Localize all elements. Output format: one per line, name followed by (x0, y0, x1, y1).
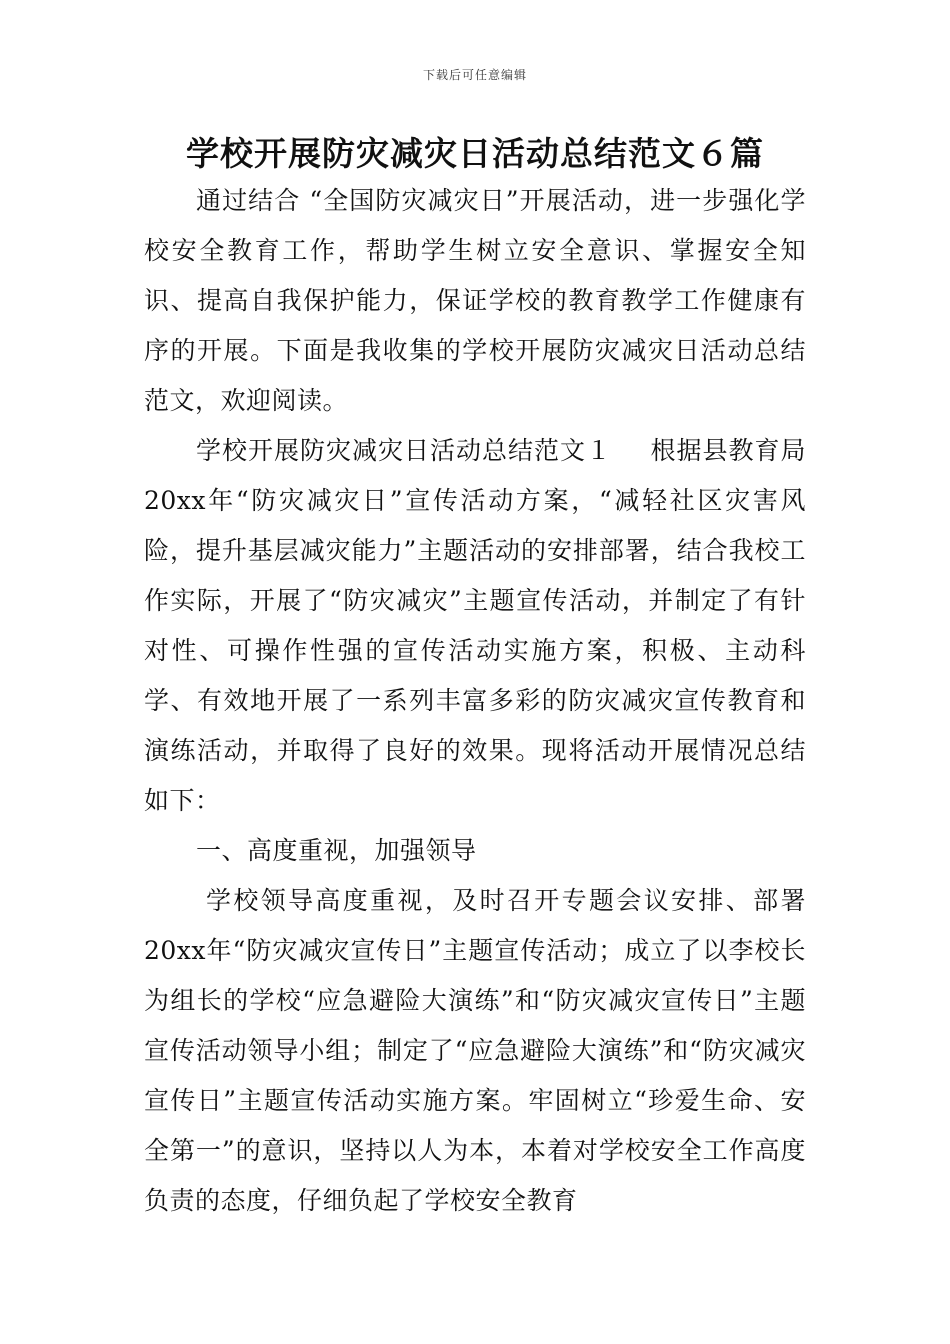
sample1-heading: 学校开展防灾减灾日活动总结范文１ (196, 436, 612, 465)
section1-heading: 一、高度重视，加强领导 (196, 836, 477, 865)
download-note: 下载后可任意编辑 (422, 68, 527, 82)
intro-paragraph: 通过结合 “全国防灾减灾日”开展活动，进一步强化学校安全教育工作，帮助学生树立安全意识、掌握安全知识、提高自我保护能力，保证学校的教育教学工作健康有序的开展。下面是我收集的学校开展防灾减灾日活动总结范文，欢迎阅读。 (144, 186, 806, 415)
section1-paragraph: 学校领导高度重视，及时召开专题会议安排、部署20xx年“防灾减灾宣传日”主题宣传活动；成立了以李校长为组长的学校“应急避险大演练”和“防灾减灾宣传日”主题宣传活动领导小组；制定了“应急避险大演练”和“防灾减灾宣传日”主题宣传活动实施方案。牢固树立“珍爱生命、安全第一”的意识，坚持以人为本，本着对学校安全工作高度负责的态度，仔细负起了学校安全教育 (144, 886, 806, 1215)
document-body (144, 176, 806, 1226)
sample1-paragraph (144, 426, 806, 826)
sample1-text: 根据县教育局20xx年“防灾减灾日”宣传活动方案，“减轻社区灾害风险，提升基层减灾能力”主题活动的安排部署，结合我校工作实际，开展了“防灾减灾”主题宣传活动，并制定了有针对性、可操作性强的宣传活动实施方案，积极、主动科学、有效地开展了一系列丰富多彩的防灾减灾宣传教育和演练活动，并取得了良好的效果。现将活动开展情况总结如下： (144, 436, 806, 815)
document-title: 学校开展防灾减灾日活动总结范文６篇 (186, 134, 764, 173)
